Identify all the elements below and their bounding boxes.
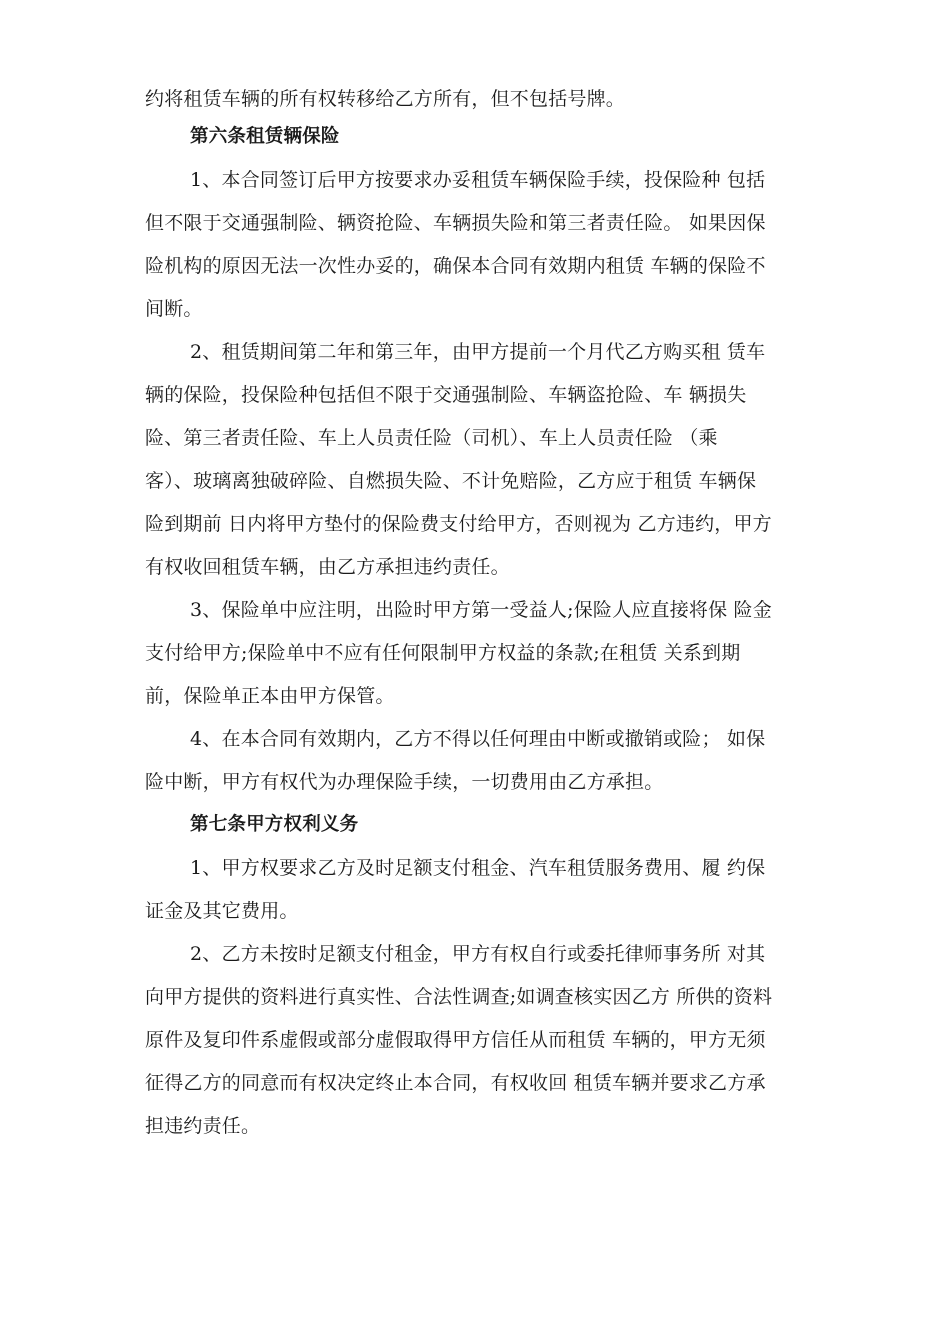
paragraph-line: 约将租赁车辆的所有权转移给乙方所有，但不包括号牌。 xyxy=(145,88,626,110)
paragraph-line: 险到期前 日内将甲方垫付的保险费支付给甲方，否则视为 乙方违约，甲方 xyxy=(145,513,772,535)
paragraph-line: 间断。 xyxy=(145,298,203,320)
paragraph-line: 险、第三者责任险、车上人员责任险（司机）、车上人员责任险 （乘 xyxy=(145,427,718,449)
paragraph-line: 向甲方提供的资料进行真实性、合法性调查;如调查核实因乙方 所供的资料 xyxy=(145,986,773,1008)
paragraph-line: 险中断，甲方有权代为办理保险手续，一切费用由乙方承担。 xyxy=(145,771,664,793)
paragraph-line: 2、乙方未按时足额支付租金，甲方有权自行或委托律师事务所 对其 xyxy=(190,943,766,965)
paragraph-line: 支付给甲方;保险单中不应有任何限制甲方权益的条款;在租赁 关系到期 xyxy=(145,642,741,664)
paragraph-line: 客）、玻璃离独破碎险、自燃损失险、不计免赔险，乙方应于租赁 车辆保 xyxy=(145,470,757,492)
paragraph-line: 但不限于交通强制险、辆资抢险、车辆损失险和第三者责任险。 如果因保 xyxy=(145,212,766,234)
paragraph-line: 1、本合同签订后甲方按要求办妥租赁车辆保险手续，投保险种 包括 xyxy=(190,169,766,191)
paragraph-line: 2、租赁期间第二年和第三年，由甲方提前一个月代乙方购买租 赁车 xyxy=(190,341,766,363)
paragraph-line: 1、甲方权要求乙方及时足额支付租金、汽车租赁服务费用、履 约保 xyxy=(190,857,766,879)
paragraph-line: 担违约责任。 xyxy=(145,1115,261,1137)
paragraph-line: 4、在本合同有效期内，乙方不得以任何理由中断或撤销或险； 如保 xyxy=(190,728,766,750)
section-heading-6: 第六条租赁辆保险 xyxy=(190,126,340,147)
paragraph-line: 3、保险单中应注明，出险时甲方第一受益人;保险人应直接将保 险金 xyxy=(190,599,772,621)
paragraph-line: 证金及其它费用。 xyxy=(145,900,299,922)
paragraph-line: 有权收回租赁车辆，由乙方承担违约责任。 xyxy=(145,556,510,578)
paragraph-line: 原件及复印件系虚假或部分虚假取得甲方信任从而租赁 车辆的，甲方无须 xyxy=(145,1029,766,1051)
section-heading-7: 第七条甲方权利义务 xyxy=(190,814,359,835)
paragraph-line: 征得乙方的同意而有权决定终止本合同，有权收回 租赁车辆并要求乙方承 xyxy=(145,1072,766,1094)
paragraph-line: 辆的保险，投保险种包括但不限于交通强制险、车辆盗抢险、车 辆损失 xyxy=(145,384,747,406)
paragraph-line: 前，保险单正本由甲方保管。 xyxy=(145,685,395,707)
paragraph-line: 险机构的原因无法一次性办妥的，确保本合同有效期内租赁 车辆的保险不 xyxy=(145,255,766,277)
